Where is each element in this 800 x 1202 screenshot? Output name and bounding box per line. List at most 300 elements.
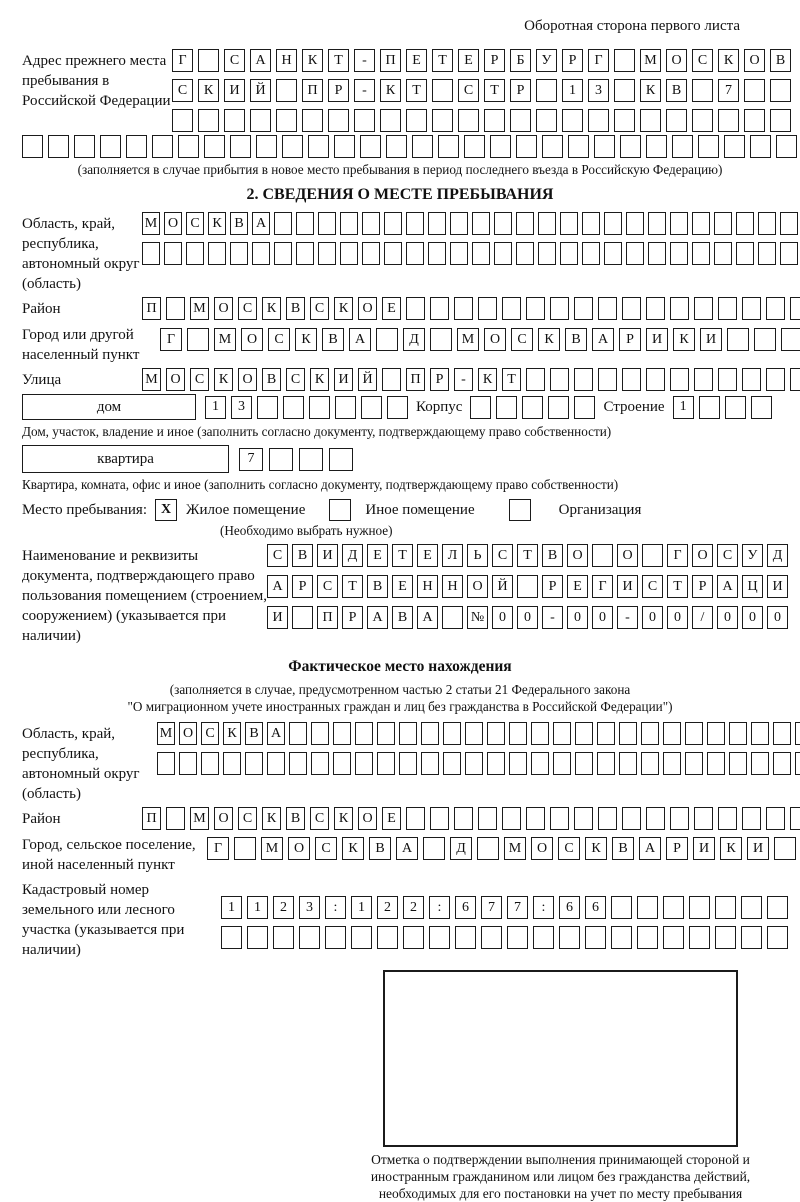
form-cell[interactable] [751, 752, 769, 775]
form-cell[interactable] [751, 722, 769, 745]
form-cell[interactable] [641, 752, 659, 775]
form-cell[interactable] [406, 807, 425, 830]
form-cell[interactable]: 0 [742, 606, 763, 629]
form-cell[interactable] [267, 752, 285, 775]
form-cell[interactable] [292, 606, 313, 629]
form-cell[interactable]: Е [406, 49, 427, 72]
form-cell[interactable] [142, 242, 160, 265]
form-cell[interactable]: 7 [507, 896, 528, 919]
form-cell[interactable]: Т [502, 368, 521, 391]
form-cell[interactable]: К [538, 328, 560, 351]
form-cell[interactable] [689, 926, 710, 949]
form-cell[interactable] [230, 135, 251, 158]
form-cell[interactable]: С [558, 837, 580, 860]
form-cell[interactable] [582, 242, 600, 265]
form-cell[interactable]: К [262, 297, 281, 320]
form-cell[interactable]: О [164, 212, 182, 235]
form-cell[interactable] [597, 752, 615, 775]
form-cell[interactable] [619, 722, 637, 745]
form-cell[interactable] [646, 807, 665, 830]
form-cell[interactable]: М [214, 328, 236, 351]
form-cell[interactable] [611, 896, 632, 919]
form-cell[interactable]: С [492, 544, 513, 567]
form-cell[interactable]: С [310, 807, 329, 830]
form-cell[interactable] [767, 896, 788, 919]
form-cell[interactable] [430, 807, 449, 830]
form-cell[interactable]: 7 [481, 896, 502, 919]
form-cell[interactable]: Н [276, 49, 297, 72]
form-cell[interactable] [318, 242, 336, 265]
form-cell[interactable]: Е [382, 807, 401, 830]
form-cell[interactable]: Р [292, 575, 313, 598]
form-cell[interactable] [637, 926, 658, 949]
form-cell[interactable] [406, 297, 425, 320]
form-cell[interactable]: 1 [247, 896, 268, 919]
form-cell[interactable]: Т [432, 49, 453, 72]
form-cell[interactable]: В [666, 79, 687, 102]
form-cell[interactable] [614, 79, 635, 102]
form-cell[interactable]: А [250, 49, 271, 72]
form-cell[interactable] [289, 752, 307, 775]
form-cell[interactable] [360, 135, 381, 158]
form-cell[interactable]: М [142, 212, 160, 235]
form-cell[interactable] [692, 212, 710, 235]
form-cell[interactable] [406, 212, 424, 235]
form-cell[interactable]: 0 [492, 606, 513, 629]
form-cell[interactable] [309, 396, 330, 419]
form-cell[interactable]: - [542, 606, 563, 629]
form-cell[interactable] [666, 109, 687, 132]
form-cell[interactable] [221, 926, 242, 949]
form-cell[interactable] [377, 722, 395, 745]
form-cell[interactable]: И [693, 837, 715, 860]
form-cell[interactable] [790, 368, 800, 391]
form-cell[interactable]: № [467, 606, 488, 629]
form-cell[interactable]: В [392, 606, 413, 629]
form-cell[interactable] [741, 896, 762, 919]
form-cell[interactable] [152, 135, 173, 158]
form-cell[interactable] [751, 396, 772, 419]
form-cell[interactable]: Г [172, 49, 193, 72]
form-cell[interactable] [48, 135, 69, 158]
form-cell[interactable] [257, 396, 278, 419]
form-cell[interactable] [724, 135, 745, 158]
form-cell[interactable] [412, 135, 433, 158]
form-cell[interactable] [204, 135, 225, 158]
form-cell[interactable] [496, 396, 517, 419]
form-cell[interactable] [699, 396, 720, 419]
form-cell[interactable]: М [457, 328, 479, 351]
form-cell[interactable]: О [166, 368, 185, 391]
form-cell[interactable] [648, 212, 666, 235]
form-cell[interactable]: Р [619, 328, 641, 351]
form-cell[interactable]: Т [342, 575, 363, 598]
form-cell[interactable] [531, 752, 549, 775]
form-cell[interactable]: И [267, 606, 288, 629]
form-cell[interactable]: В [770, 49, 791, 72]
form-cell[interactable] [560, 212, 578, 235]
form-cell[interactable]: В [286, 807, 305, 830]
form-cell[interactable]: С [201, 722, 219, 745]
form-cell[interactable]: Г [588, 49, 609, 72]
form-cell[interactable]: 1 [562, 79, 583, 102]
form-cell[interactable]: М [142, 368, 161, 391]
form-cell[interactable] [477, 837, 499, 860]
form-cell[interactable]: Р [328, 79, 349, 102]
form-cell[interactable] [550, 807, 569, 830]
form-cell[interactable]: Н [417, 575, 438, 598]
form-cell[interactable]: М [261, 837, 283, 860]
form-cell[interactable] [538, 242, 556, 265]
form-cell[interactable] [454, 807, 473, 830]
form-cell[interactable]: А [417, 606, 438, 629]
form-cell[interactable] [744, 109, 765, 132]
form-cell[interactable] [311, 752, 329, 775]
form-cell[interactable] [516, 212, 534, 235]
form-cell[interactable]: Р [342, 606, 363, 629]
form-cell[interactable]: 0 [767, 606, 788, 629]
form-cell[interactable] [478, 297, 497, 320]
form-cell[interactable]: О [617, 544, 638, 567]
form-cell[interactable]: Р [430, 368, 449, 391]
form-cell[interactable] [376, 328, 398, 351]
form-cell[interactable] [582, 212, 600, 235]
form-cell[interactable] [274, 242, 292, 265]
form-cell[interactable]: 1 [205, 396, 226, 419]
form-cell[interactable] [526, 297, 545, 320]
form-cell[interactable] [770, 79, 791, 102]
form-cell[interactable] [598, 368, 617, 391]
form-cell[interactable] [377, 752, 395, 775]
form-cell[interactable]: Ц [742, 575, 763, 598]
form-cell[interactable] [694, 297, 713, 320]
form-cell[interactable]: К [673, 328, 695, 351]
form-cell[interactable]: О [358, 297, 377, 320]
form-cell[interactable] [329, 448, 353, 471]
form-cell[interactable]: Д [450, 837, 472, 860]
form-cell[interactable] [795, 752, 800, 775]
form-cell[interactable]: 1 [221, 896, 242, 919]
form-cell[interactable] [481, 926, 502, 949]
form-cell[interactable]: М [157, 722, 175, 745]
form-cell[interactable] [250, 109, 271, 132]
form-cell[interactable]: О [214, 297, 233, 320]
form-cell[interactable] [553, 722, 571, 745]
form-cell[interactable]: Т [667, 575, 688, 598]
form-cell[interactable] [597, 722, 615, 745]
form-cell[interactable] [670, 242, 688, 265]
form-cell[interactable]: К [342, 837, 364, 860]
form-cell[interactable] [100, 135, 121, 158]
form-cell[interactable] [626, 242, 644, 265]
form-cell[interactable]: Т [517, 544, 538, 567]
form-cell[interactable]: Н [442, 575, 463, 598]
form-cell[interactable] [754, 328, 776, 351]
form-cell[interactable]: 2 [377, 896, 398, 919]
form-cell[interactable]: Р [510, 79, 531, 102]
form-cell[interactable]: А [592, 328, 614, 351]
form-cell[interactable] [742, 807, 761, 830]
form-cell[interactable]: Т [406, 79, 427, 102]
form-cell[interactable]: С [717, 544, 738, 567]
form-cell[interactable] [663, 752, 681, 775]
form-cell[interactable]: К [198, 79, 219, 102]
form-cell[interactable]: В [292, 544, 313, 567]
stay-type-checkbox-zhiloe[interactable]: X [155, 499, 177, 521]
form-cell[interactable] [252, 242, 270, 265]
form-cell[interactable]: 6 [559, 896, 580, 919]
form-cell[interactable] [289, 722, 307, 745]
form-cell[interactable]: С [186, 212, 204, 235]
form-cell[interactable] [157, 752, 175, 775]
form-cell[interactable]: С [458, 79, 479, 102]
form-cell[interactable]: О [467, 575, 488, 598]
form-cell[interactable]: : [533, 896, 554, 919]
form-cell[interactable] [421, 752, 439, 775]
form-cell[interactable] [502, 807, 521, 830]
form-cell[interactable]: К [223, 722, 241, 745]
form-cell[interactable]: А [349, 328, 371, 351]
form-cell[interactable] [406, 242, 424, 265]
form-cell[interactable] [510, 109, 531, 132]
form-cell[interactable] [542, 135, 563, 158]
form-cell[interactable]: В [612, 837, 634, 860]
form-cell[interactable]: - [354, 49, 375, 72]
form-cell[interactable] [201, 752, 219, 775]
form-cell[interactable] [692, 79, 713, 102]
form-cell[interactable] [663, 896, 684, 919]
form-cell[interactable]: К [478, 368, 497, 391]
form-cell[interactable] [550, 297, 569, 320]
form-cell[interactable] [538, 212, 556, 235]
form-cell[interactable] [670, 368, 689, 391]
form-cell[interactable] [559, 926, 580, 949]
form-cell[interactable] [283, 396, 304, 419]
form-cell[interactable]: В [367, 575, 388, 598]
form-cell[interactable]: 3 [588, 79, 609, 102]
form-cell[interactable] [548, 396, 569, 419]
form-cell[interactable]: И [747, 837, 769, 860]
form-cell[interactable]: А [267, 575, 288, 598]
form-cell[interactable]: 1 [673, 396, 694, 419]
form-cell[interactable] [490, 135, 511, 158]
form-cell[interactable]: П [406, 368, 425, 391]
form-cell[interactable]: О [484, 328, 506, 351]
form-cell[interactable] [718, 109, 739, 132]
form-cell[interactable]: 0 [717, 606, 738, 629]
form-cell[interactable]: П [142, 807, 161, 830]
form-cell[interactable]: 2 [273, 896, 294, 919]
form-cell[interactable] [646, 297, 665, 320]
form-cell[interactable] [354, 109, 375, 132]
form-cell[interactable] [715, 926, 736, 949]
form-cell[interactable] [311, 722, 329, 745]
form-cell[interactable]: Й [492, 575, 513, 598]
form-cell[interactable] [773, 752, 791, 775]
form-cell[interactable]: Р [666, 837, 688, 860]
form-cell[interactable] [758, 242, 776, 265]
form-cell[interactable]: В [262, 368, 281, 391]
form-cell[interactable] [533, 926, 554, 949]
form-cell[interactable] [450, 242, 468, 265]
form-cell[interactable] [377, 926, 398, 949]
form-cell[interactable] [516, 242, 534, 265]
form-cell[interactable] [744, 79, 765, 102]
form-cell[interactable] [399, 752, 417, 775]
form-cell[interactable] [614, 49, 635, 72]
form-cell[interactable] [790, 297, 800, 320]
form-cell[interactable] [741, 926, 762, 949]
form-cell[interactable] [399, 722, 417, 745]
form-cell[interactable]: К [334, 297, 353, 320]
form-cell[interactable] [767, 926, 788, 949]
form-cell[interactable]: О [358, 807, 377, 830]
form-cell[interactable] [575, 752, 593, 775]
form-cell[interactable] [296, 212, 314, 235]
form-cell[interactable] [256, 135, 277, 158]
form-cell[interactable]: К [262, 807, 281, 830]
form-cell[interactable] [487, 752, 505, 775]
form-cell[interactable] [517, 575, 538, 598]
form-cell[interactable] [362, 212, 380, 235]
form-cell[interactable] [335, 396, 356, 419]
form-cell[interactable]: В [542, 544, 563, 567]
form-cell[interactable]: Г [207, 837, 229, 860]
form-cell[interactable]: 6 [585, 896, 606, 919]
form-cell[interactable]: 1 [351, 896, 372, 919]
form-cell[interactable] [494, 212, 512, 235]
form-cell[interactable] [472, 242, 490, 265]
form-cell[interactable]: К [585, 837, 607, 860]
form-cell[interactable]: Б [510, 49, 531, 72]
form-cell[interactable] [430, 328, 452, 351]
form-cell[interactable] [428, 242, 446, 265]
form-cell[interactable] [531, 722, 549, 745]
form-cell[interactable] [334, 135, 355, 158]
form-cell[interactable] [685, 722, 703, 745]
form-cell[interactable] [672, 135, 693, 158]
form-cell[interactable]: О [692, 544, 713, 567]
form-cell[interactable] [421, 722, 439, 745]
form-cell[interactable] [594, 135, 615, 158]
form-cell[interactable] [560, 242, 578, 265]
form-cell[interactable]: В [322, 328, 344, 351]
form-cell[interactable] [478, 807, 497, 830]
form-cell[interactable]: К [334, 807, 353, 830]
form-cell[interactable]: К [295, 328, 317, 351]
form-cell[interactable]: М [640, 49, 661, 72]
form-cell[interactable]: : [325, 896, 346, 919]
form-cell[interactable] [553, 752, 571, 775]
form-cell[interactable]: С [238, 807, 257, 830]
form-cell[interactable] [230, 242, 248, 265]
form-cell[interactable]: Й [358, 368, 377, 391]
form-cell[interactable]: И [700, 328, 722, 351]
form-cell[interactable]: 3 [231, 396, 252, 419]
form-cell[interactable]: Е [367, 544, 388, 567]
form-cell[interactable]: К [208, 212, 226, 235]
form-cell[interactable]: Е [567, 575, 588, 598]
form-cell[interactable]: С [315, 837, 337, 860]
form-cell[interactable] [458, 109, 479, 132]
form-cell[interactable] [736, 242, 754, 265]
form-cell[interactable] [622, 297, 641, 320]
form-cell[interactable] [536, 109, 557, 132]
form-cell[interactable] [522, 396, 543, 419]
form-cell[interactable] [430, 297, 449, 320]
form-cell[interactable] [619, 752, 637, 775]
form-cell[interactable] [333, 722, 351, 745]
form-cell[interactable] [208, 242, 226, 265]
form-cell[interactable] [729, 752, 747, 775]
form-cell[interactable]: С [317, 575, 338, 598]
form-cell[interactable] [276, 109, 297, 132]
form-cell[interactable] [198, 109, 219, 132]
form-cell[interactable]: И [767, 575, 788, 598]
form-cell[interactable] [698, 135, 719, 158]
form-cell[interactable]: / [692, 606, 713, 629]
form-cell[interactable]: М [504, 837, 526, 860]
form-cell[interactable] [308, 135, 329, 158]
form-cell[interactable]: Р [562, 49, 583, 72]
form-cell[interactable]: К [718, 49, 739, 72]
form-cell[interactable] [245, 752, 263, 775]
form-cell[interactable]: Т [328, 49, 349, 72]
form-cell[interactable] [694, 807, 713, 830]
form-cell[interactable] [432, 109, 453, 132]
form-cell[interactable] [502, 297, 521, 320]
form-cell[interactable] [333, 752, 351, 775]
form-cell[interactable] [351, 926, 372, 949]
form-cell[interactable]: И [317, 544, 338, 567]
stay-type-checkbox-org[interactable] [509, 499, 531, 521]
form-cell[interactable] [718, 297, 737, 320]
form-cell[interactable] [516, 135, 537, 158]
form-cell[interactable] [384, 242, 402, 265]
form-cell[interactable] [166, 807, 185, 830]
form-cell[interactable] [773, 722, 791, 745]
form-cell[interactable] [766, 807, 785, 830]
form-cell[interactable] [685, 752, 703, 775]
form-cell[interactable] [692, 242, 710, 265]
form-cell[interactable] [725, 396, 746, 419]
form-cell[interactable] [187, 328, 209, 351]
form-cell[interactable]: С [310, 297, 329, 320]
form-cell[interactable] [487, 722, 505, 745]
form-cell[interactable] [450, 212, 468, 235]
form-cell[interactable] [626, 212, 644, 235]
form-cell[interactable] [640, 109, 661, 132]
form-cell[interactable] [592, 544, 613, 567]
form-cell[interactable] [386, 135, 407, 158]
form-cell[interactable] [509, 752, 527, 775]
form-cell[interactable] [729, 722, 747, 745]
form-cell[interactable] [707, 722, 725, 745]
form-cell[interactable]: П [142, 297, 161, 320]
form-cell[interactable] [770, 109, 791, 132]
form-cell[interactable] [328, 109, 349, 132]
form-cell[interactable] [164, 242, 182, 265]
form-cell[interactable] [550, 368, 569, 391]
form-cell[interactable] [611, 926, 632, 949]
form-cell[interactable]: С [267, 544, 288, 567]
form-cell[interactable]: С [224, 49, 245, 72]
form-cell[interactable]: В [565, 328, 587, 351]
form-cell[interactable] [780, 212, 798, 235]
form-cell[interactable]: Т [392, 544, 413, 567]
form-cell[interactable] [646, 135, 667, 158]
form-cell[interactable] [641, 722, 659, 745]
